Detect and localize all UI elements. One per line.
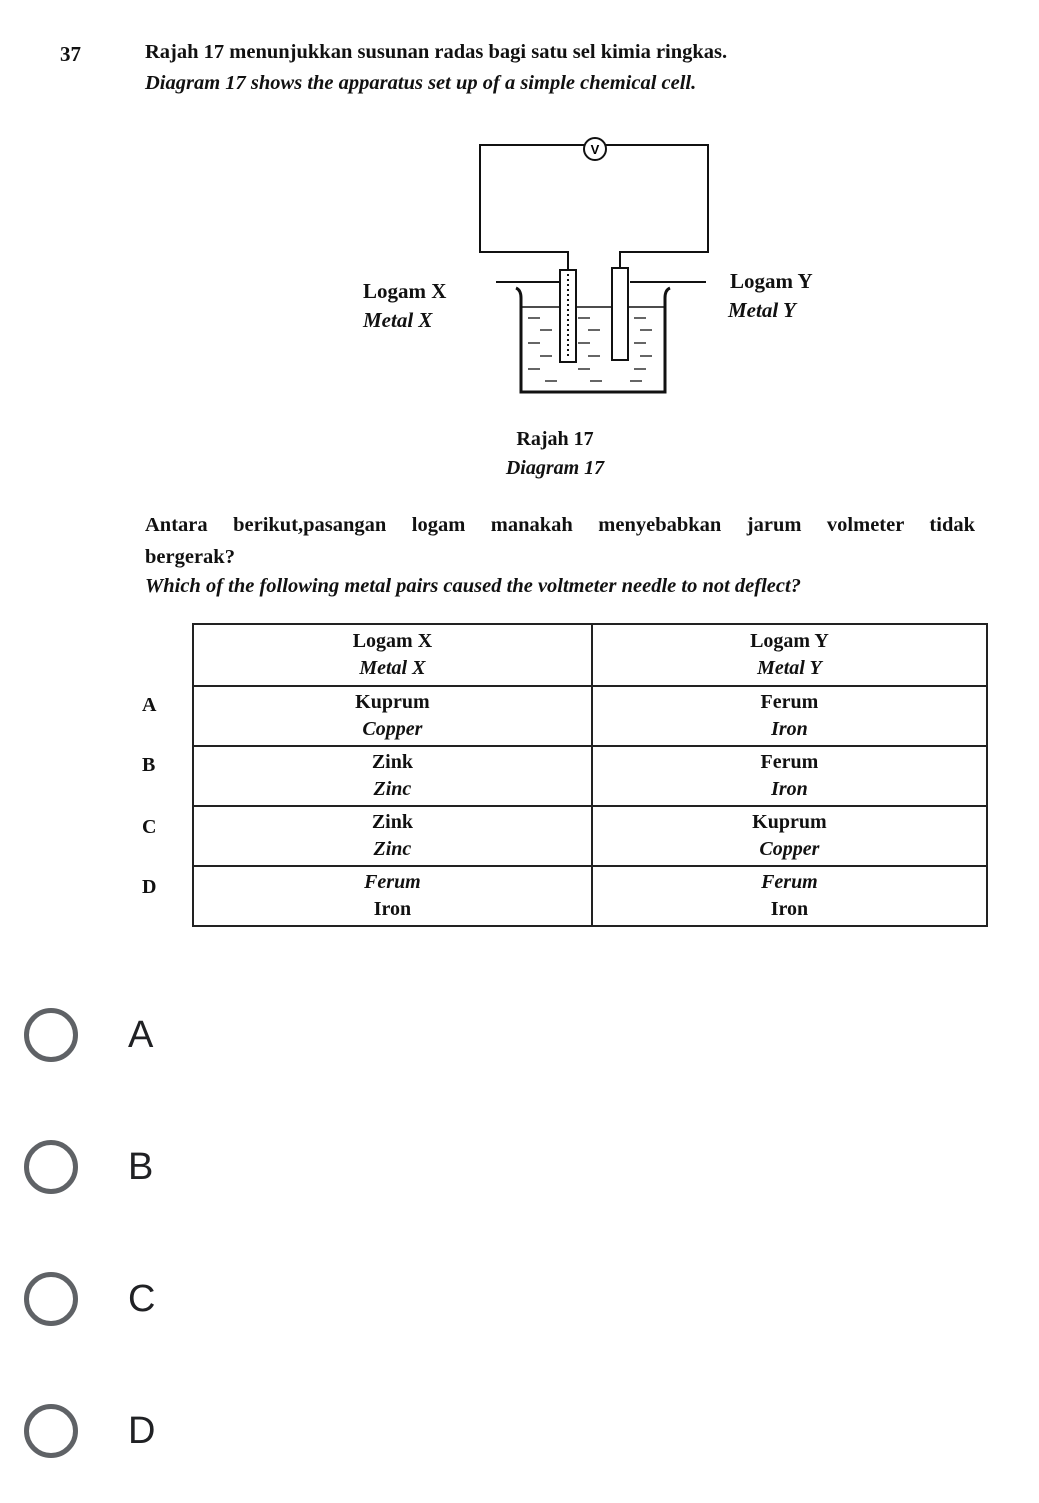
cell-x-malay: Ferum [364,871,421,893]
metal-y-label-english: Metal Y [728,298,796,322]
cell-y-english: Iron [770,898,809,920]
wire-right [606,145,708,270]
header-y-english: Metal Y [757,657,822,679]
choice-d[interactable] [24,1396,524,1466]
choice-label-c: C [128,1277,156,1320]
cell-x-malay: Zink [371,751,413,773]
cell-y-malay: Kuprum [752,811,827,833]
cell-x-english: Iron [373,898,412,920]
cell-x-english: Zinc [373,778,412,800]
radio-b[interactable] [24,1140,78,1194]
wire-left [480,145,584,272]
intro-english: Diagram 17 shows the apparatus set up of a simple chemical cell. [145,72,697,94]
metal-x-label-english: Metal X [363,308,433,332]
cell-x-english: Copper [362,718,423,740]
choice-label-d: D [128,1409,156,1452]
metal-x-label-malay: Logam X [363,279,447,303]
cell-x-malay: Zink [371,811,413,833]
header-x-english: Metal X [359,657,426,679]
radio-d[interactable] [24,1404,78,1458]
choice-b[interactable] [24,1132,524,1202]
table-row [193,806,987,866]
chemical-cell-diagram [0,0,1039,500]
choice-c[interactable] [24,1264,524,1334]
header-x-malay: Logam X [352,630,433,652]
table-row [193,746,987,806]
cell-x-malay: Kuprum [355,691,430,713]
choice-label-b: B [128,1145,154,1188]
row-label-c: C [142,816,157,838]
cell-y-malay: Ferum [760,751,819,773]
row-label-b: B [142,754,156,776]
header-y-malay: Logam Y [750,630,829,652]
header-metal-y [592,624,987,686]
header-metal-x [193,624,592,686]
cell-y-malay: Ferum [761,871,818,893]
radio-c[interactable] [24,1272,78,1326]
row-label-d: D [142,876,157,898]
intro-malay: Rajah 17 menunjukkan susunan radas bagi satu sel kimia ringkas. [145,41,728,63]
beaker [516,288,670,392]
metal-y-electrode [612,268,628,360]
cell-y-english: Iron [771,778,808,800]
choice-label-a: A [128,1013,154,1056]
cell-y-english: Copper [759,838,820,860]
electrolyte [528,318,652,381]
question-malay: Antara berikut,pasangan logam manakah menyebabkan jarum volmeter tidak [145,514,975,536]
metal-pairs-table [192,623,988,927]
cell-x-english: Zinc [373,838,412,860]
diagram-caption-english: Diagram 17 [505,457,605,479]
question-number: 37 [60,42,81,66]
metal-y-label-malay: Logam Y [730,269,813,293]
table-row [193,686,987,746]
cell-y-english: Iron [771,718,808,740]
radio-a[interactable] [24,1008,78,1062]
choice-a[interactable] [24,1000,524,1070]
question-malay-cont: bergerak? [145,546,235,568]
table-row [193,866,987,926]
diagram-caption-malay: Rajah 17 [516,428,594,450]
voltmeter-symbol: V [590,142,600,157]
row-label-a: A [142,694,157,716]
question-english: Which of the following metal pairs caused the voltmeter needle to not deflect? [145,575,801,597]
cell-y-malay: Ferum [760,691,819,713]
